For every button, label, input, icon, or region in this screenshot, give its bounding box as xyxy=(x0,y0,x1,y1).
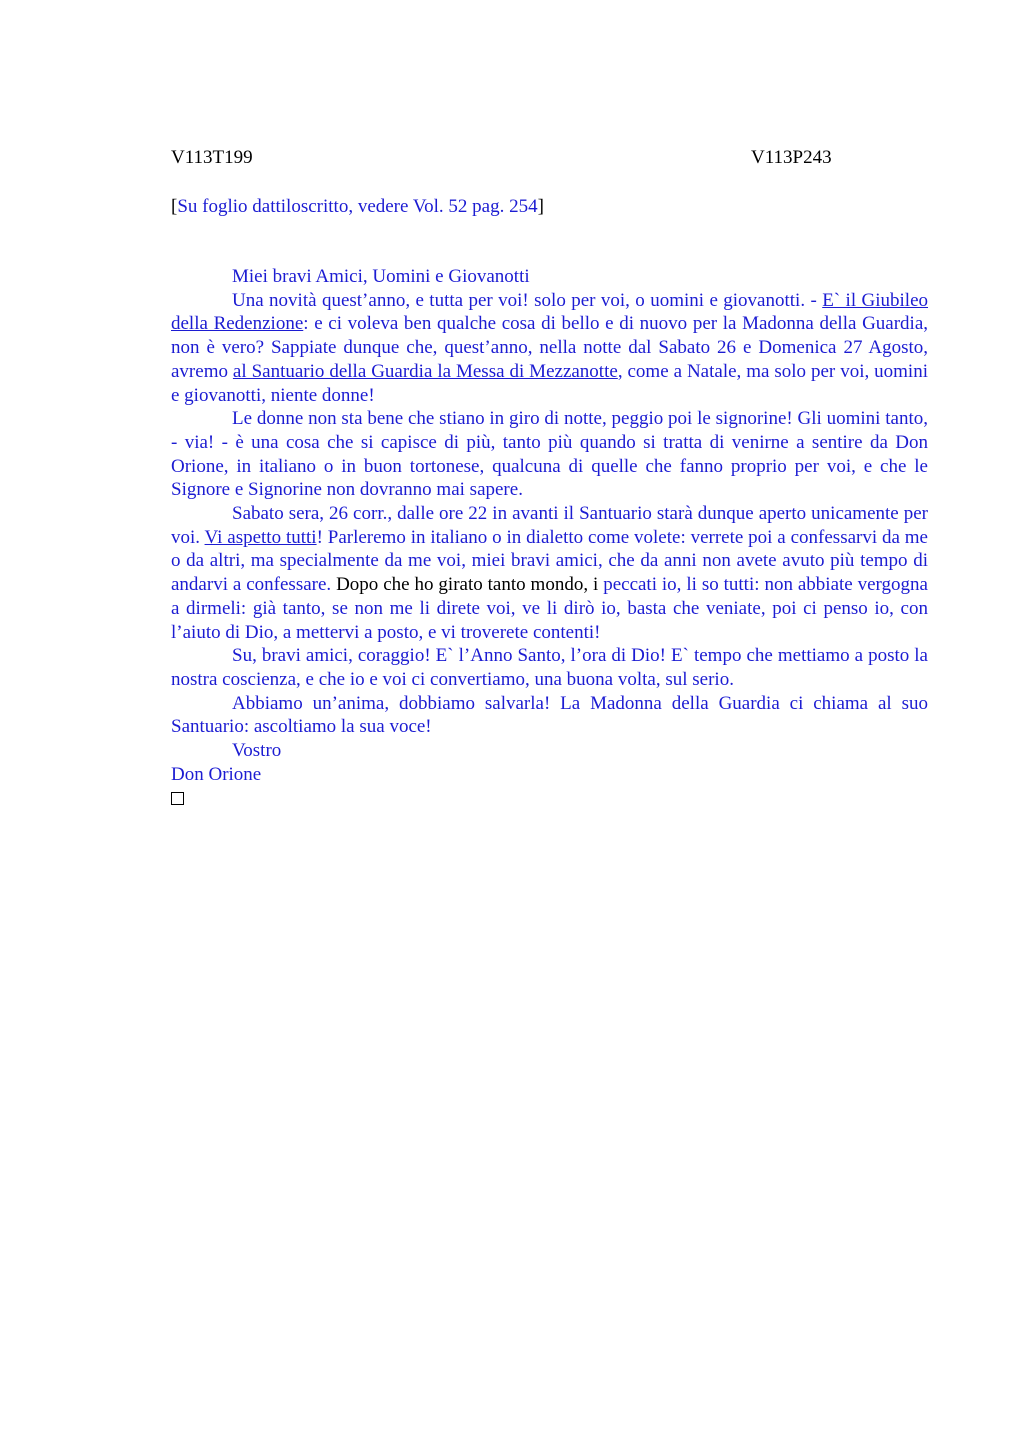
p1-underlined-mass: al Santuario della Guardia la Messa di Mezzanotte xyxy=(232,360,618,382)
p3-text-b: ! Parleremo in italiano o in dialetto come volete: verrete poi a confessarvi da me o da altri, ma specialmente da me voi, miei bravi amici, che da anni non avete avuto più tempo di andarvi a confessare. xyxy=(171,526,928,596)
letter-body xyxy=(171,265,928,786)
right-archive-code: V113P243 xyxy=(751,147,832,168)
editorial-note xyxy=(171,195,928,219)
p3-text-c: peccati io, li so tutti: non abbiate vergogna a dirmeli: già tanto, se non me li direte voi, ve li dirò io, basta che veniate, poi ci penso io, con l’aiuto di Dio, a mettervi a posto, e vi troverete contenti! xyxy=(171,574,928,643)
letter-paragraph-2: Le donne non sta bene che stiano in giro di notte, peggio poi le signorine! Gli uomini tanto, - via! - è una cosa che si capisce di più, tanto più quando si tratta di venirne a sentire da Don Orione, in italiano o in buon tortonese, qualcuna di quelle che fanno proprio per voi, e che le Signore e Signorine non dovranno mai sapere. xyxy=(171,408,928,501)
letter-paragraph-4: Su, bravi amici, coraggio! E` l’Anno Santo, l’ora di Dio! E` tempo che mettiamo a posto la nostra coscienza, e che io e voi ci convertiamo, una buona volta, sul serio. xyxy=(171,645,928,690)
letter-paragraph-1 xyxy=(171,289,928,408)
p3-black-text: Dopo che ho girato tanto mondo, i xyxy=(336,574,599,596)
document-page xyxy=(171,146,928,805)
left-archive-code: V113T199 xyxy=(171,147,253,168)
letter-signature: Don Orione xyxy=(171,763,262,785)
letter-paragraph-5: Abbiamo un’anima, dobbiamo salvarla! La Madonna della Guardia ci chiama al suo Santuario: ascoltiamo la sua voce! xyxy=(171,692,928,738)
letter-salutation: Miei bravi Amici, Uomini e Giovanotti xyxy=(232,266,530,287)
p1-underlined-jubilee: E` il Giubileo della Redenzione xyxy=(171,289,929,335)
archive-codes xyxy=(171,146,928,170)
p1-text-a: Una novità quest’anno, e tutta per voi! solo per voi, o uomini e giovanotti. - xyxy=(232,289,823,311)
note-text: Su foglio dattiloscritto, vedere Vol. 52 pag. 254 xyxy=(177,196,538,217)
p1-text-b: : e ci voleva ben qualche cosa di bello e di nuovo per la Madonna della Guardia, non è vero? Sappiate dunque che, quest’anno, nella notte dal Sabato 26 e Domenica 27 Agosto, avremo xyxy=(171,313,929,382)
p1-text-c: , come a Natale, ma solo per voi, uomini e giovanotti, niente donne! xyxy=(171,360,928,406)
p3-text-a: Sabato sera, 26 corr., dalle ore 22 in avanti il Santuario starà dunque aperto unicamente per voi. xyxy=(171,503,928,548)
note-close-bracket: ] xyxy=(537,196,544,217)
note-open-bracket: [ xyxy=(171,196,178,217)
letter-paragraph-3 xyxy=(171,502,928,644)
p3-underlined-invitation: Vi aspetto tutti xyxy=(204,526,317,548)
letter-closing: Vostro xyxy=(232,740,282,762)
square-marker-icon xyxy=(171,792,184,805)
